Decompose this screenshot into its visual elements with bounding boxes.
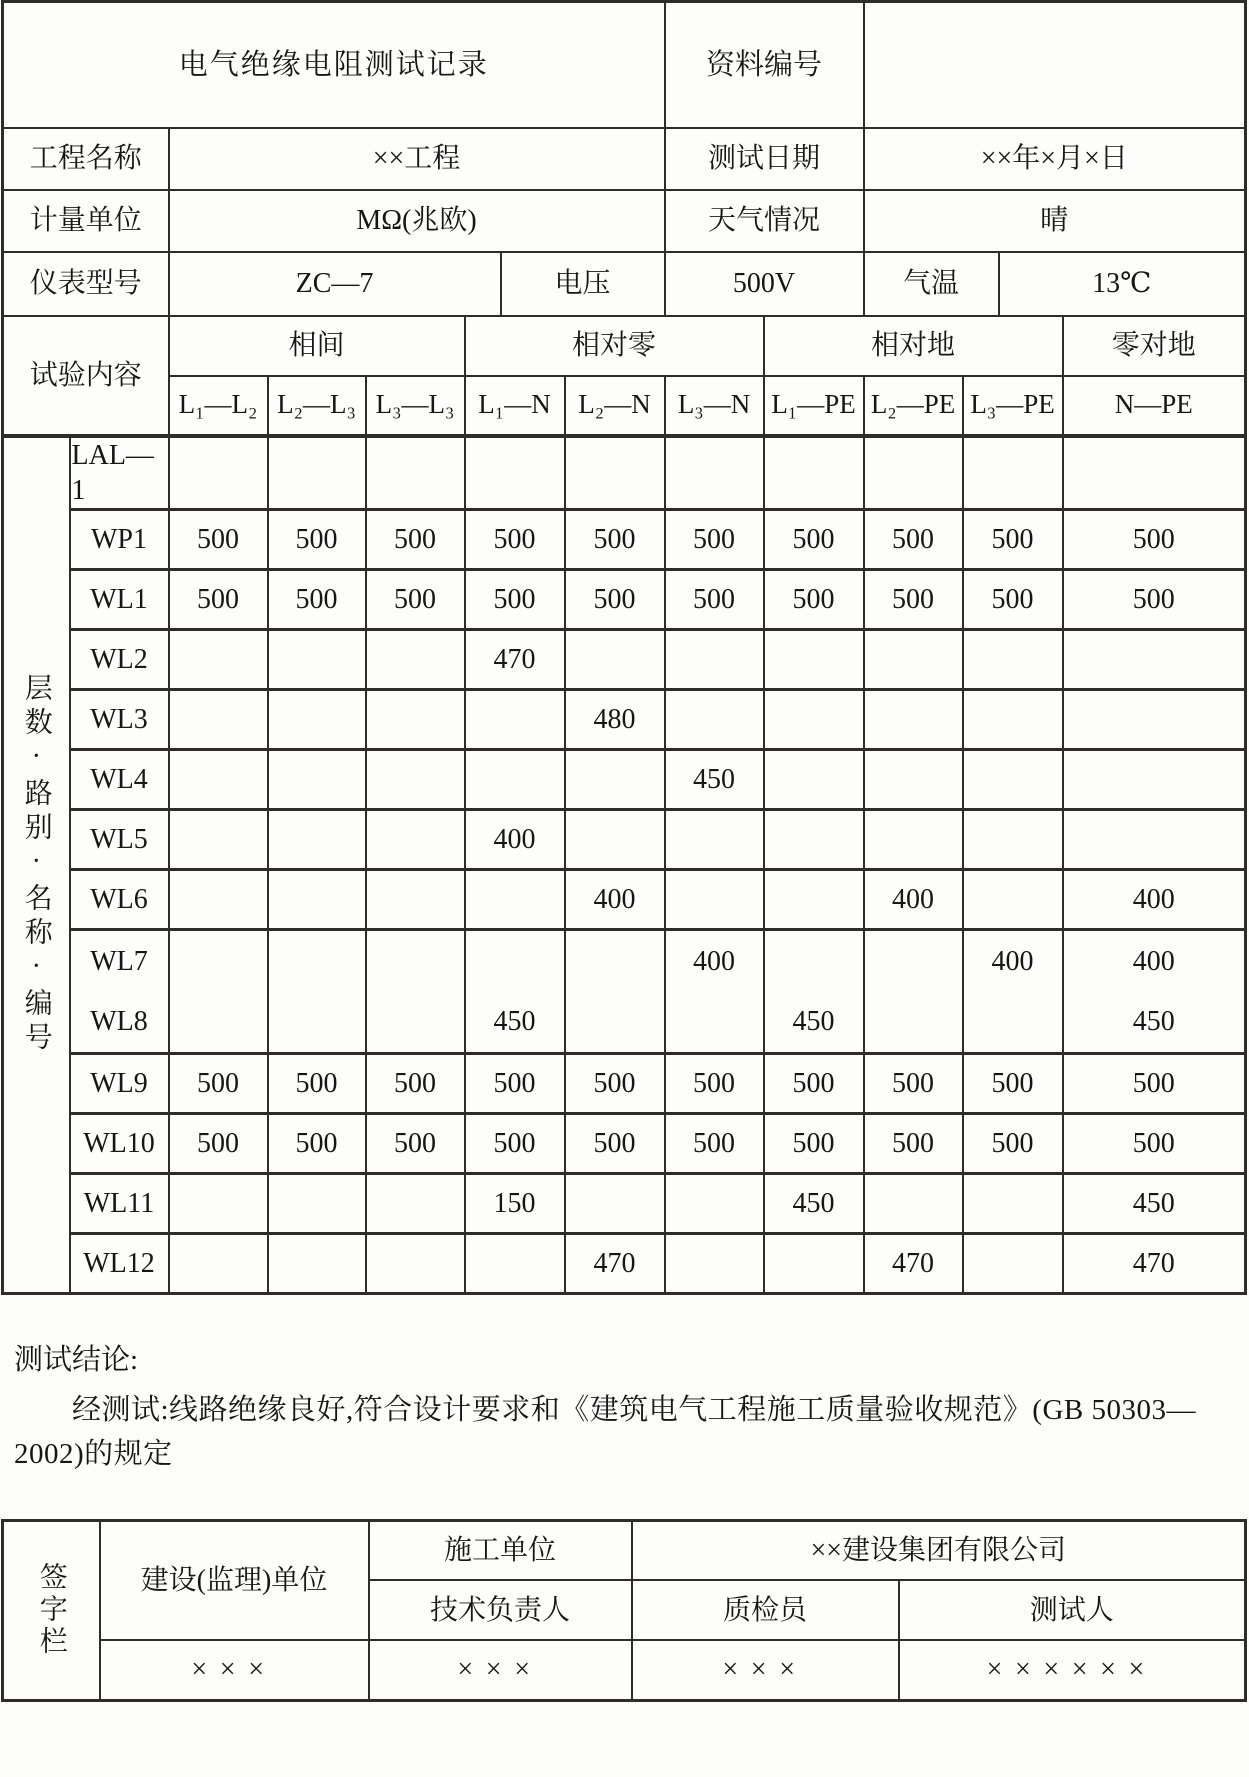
circuit-name: LAL—1 (70, 436, 169, 510)
resistance-value-cell (665, 809, 764, 869)
resistance-value-cell (1063, 629, 1246, 689)
resistance-value-cell: 450 (764, 1173, 864, 1233)
resistance-value-cell (366, 809, 465, 869)
resistance-value-cell (963, 436, 1063, 510)
resistance-value-cell (864, 436, 963, 510)
table-row (3, 749, 1246, 809)
resistance-value-cell (366, 629, 465, 689)
temperature-value: 13℃ (999, 252, 1246, 316)
resistance-value-cell (268, 929, 366, 1053)
resistance-value-cell: 480 (565, 689, 665, 749)
resistance-value-cell: 500 (169, 1053, 268, 1113)
table-row (3, 869, 1246, 929)
circuit-name: WL2 (70, 629, 169, 689)
circuit-name: WL7 WL8 (70, 929, 169, 1053)
resistance-value-cell (963, 809, 1063, 869)
measurement-column-header: N—PE (1063, 376, 1246, 436)
test-date-label: 测试日期 (665, 128, 864, 190)
resistance-value-cell (764, 1233, 864, 1293)
resistance-value-cell (366, 689, 465, 749)
resistance-value-cell (764, 809, 864, 869)
resistance-value-cell (366, 749, 465, 809)
resistance-value-cell (864, 629, 963, 689)
test-content-label: 试验内容 (3, 316, 169, 436)
resistance-value-cell (565, 929, 665, 1053)
measurement-column-header: L₂—L₃ (268, 376, 366, 436)
measurement-column-header: L₁—PE (764, 376, 864, 436)
tester-label: 测试人 (899, 1580, 1246, 1640)
resistance-value-cell (963, 749, 1063, 809)
table-row (3, 1173, 1246, 1233)
resistance-value-cell (169, 1233, 268, 1293)
resistance-value-cell (465, 869, 565, 929)
resistance-value-cell (764, 436, 864, 510)
resistance-value-cell: 500 (1063, 1113, 1246, 1173)
measurement-column-headers (3, 376, 1246, 436)
resistance-value-cell (268, 629, 366, 689)
resistance-value-cell: 400 (1063, 869, 1246, 929)
owner-supervisor-label: 建设(监理)单位 (100, 1520, 369, 1640)
resistance-value-cell (169, 689, 268, 749)
resistance-value-cell (366, 436, 465, 510)
resistance-value-cell: 500 (465, 569, 565, 629)
resistance-value-cell: 470 (864, 1233, 963, 1293)
conclusion-text: 经测试:线路绝缘良好,符合设计要求和《建筑电气工程施工质量验收规范》(GB 50303—2002)的规定 (14, 1393, 1197, 1471)
resistance-value-cell: 500 (864, 1053, 963, 1113)
circuit-name: WL1 (70, 569, 169, 629)
table-row (3, 629, 1246, 689)
resistance-value-cell: 500 (963, 1053, 1063, 1113)
resistance-value-cell: 500 (366, 1053, 465, 1113)
resistance-value-cell: 500 (764, 1053, 864, 1113)
tech-lead-label: 技术负责人 (369, 1580, 632, 1640)
unit-label: 计量单位 (3, 190, 169, 252)
table-row (3, 1113, 1246, 1173)
measurement-column-header: L₁—L₂ (169, 376, 268, 436)
meter-model-label: 仪表型号 (3, 252, 169, 316)
resistance-value-cell: 500 (864, 569, 963, 629)
table-row (3, 436, 1246, 510)
project-label: 工程名称 (3, 128, 169, 190)
resistance-value-cell (366, 869, 465, 929)
test-date-value: ××年×月×日 (864, 128, 1246, 190)
meter-row (3, 252, 1246, 316)
resistance-value-cell (864, 809, 963, 869)
measurement-column-header: L₁—N (465, 376, 565, 436)
resistance-value-cell: 500 (665, 569, 764, 629)
resistance-value-cell: 450 (764, 929, 864, 1053)
resistance-value-cell: 500 (465, 1113, 565, 1173)
resistance-value-cell: 470 (565, 1233, 665, 1293)
resistance-value-cell (169, 749, 268, 809)
resistance-value-cell (169, 629, 268, 689)
resistance-value-cell: 500 (268, 1113, 366, 1173)
test-conclusion-section (0, 1295, 1249, 1519)
resistance-value-cell (963, 869, 1063, 929)
resistance-value-cell: 500 (864, 509, 963, 569)
circuit-name: WL10 (70, 1113, 169, 1173)
resistance-value-cell: 500 (268, 1053, 366, 1113)
resistance-value-cell: 500 (565, 569, 665, 629)
measurement-column-header: L₃—PE (963, 376, 1063, 436)
resistance-value-cell (864, 929, 963, 1053)
resistance-value-cell: 400 450 (1063, 929, 1246, 1053)
test-content-group-row (3, 316, 1246, 376)
resistance-value-cell: 500 (565, 1053, 665, 1113)
resistance-value-cell: 500 (864, 1113, 963, 1173)
resistance-value-cell (169, 1173, 268, 1233)
resistance-value-cell (1063, 436, 1246, 510)
resistance-value-cell (366, 1233, 465, 1293)
resistance-value-cell (963, 1173, 1063, 1233)
resistance-value-cell (169, 436, 268, 510)
resistance-value-cell (465, 689, 565, 749)
resistance-value-cell (665, 1173, 764, 1233)
resistance-value-cell (565, 809, 665, 869)
signature-table (1, 1519, 1247, 1702)
resistance-value-cell (366, 929, 465, 1053)
voltage-label: 电压 (501, 252, 665, 316)
resistance-value-cell (864, 689, 963, 749)
resistance-value-cell: 500 (963, 1113, 1063, 1173)
resistance-value-cell (864, 1173, 963, 1233)
resistance-value-cell: 500 (366, 569, 465, 629)
tech-lead-signature: ××× (369, 1640, 632, 1700)
resistance-value-cell (268, 749, 366, 809)
temperature-label: 气温 (864, 252, 999, 316)
resistance-value-cell (665, 1233, 764, 1293)
doc-no-value (864, 2, 1246, 128)
resistance-value-cell (864, 749, 963, 809)
owner-signature: ××× (100, 1640, 369, 1700)
resistance-value-cell: 150 (465, 1173, 565, 1233)
resistance-value-cell: 400 (864, 869, 963, 929)
resistance-value-cell: 500 (665, 1113, 764, 1173)
resistance-value-cell: 400 (963, 929, 1063, 1053)
resistance-value-cell: 500 (764, 1113, 864, 1173)
resistance-value-cell: 500 (665, 509, 764, 569)
resistance-value-cell (1063, 689, 1246, 749)
project-row (3, 128, 1246, 190)
resistance-value-cell (565, 629, 665, 689)
group-neutral-to-earth: 零对地 (1063, 316, 1246, 376)
resistance-value-cell (169, 869, 268, 929)
measurement-column-header: L₂—N (565, 376, 665, 436)
row-axis-label: 层数·路别·名称·编号 (3, 436, 70, 1294)
table-row (3, 689, 1246, 749)
group-phase-to-earth: 相对地 (764, 316, 1063, 376)
resistance-value-cell (1063, 749, 1246, 809)
resistance-value-cell (963, 1233, 1063, 1293)
resistance-value-cell (465, 1233, 565, 1293)
unit-value: MΩ(兆欧) (169, 190, 665, 252)
signature-row-1 (3, 1520, 1246, 1580)
resistance-value-cell: 450 (665, 749, 764, 809)
circuit-name: WL4 (70, 749, 169, 809)
resistance-value-cell: 400 (565, 869, 665, 929)
weather-value: 晴 (864, 190, 1246, 252)
resistance-value-cell (565, 749, 665, 809)
resistance-value-cell (764, 749, 864, 809)
circuit-name: WL9 (70, 1053, 169, 1113)
meter-model-value: ZC—7 (169, 252, 501, 316)
resistance-value-cell (169, 929, 268, 1053)
resistance-value-cell (565, 436, 665, 510)
resistance-value-cell: 500 (169, 1113, 268, 1173)
resistance-value-cell (565, 1173, 665, 1233)
signature-column-label: 签字栏 (3, 1520, 100, 1700)
resistance-value-cell: 500 (169, 569, 268, 629)
resistance-value-cell (268, 809, 366, 869)
page-title: 电气绝缘电阻测试记录 (3, 2, 665, 128)
resistance-value-cell (963, 629, 1063, 689)
resistance-value-cell: 470 (465, 629, 565, 689)
resistance-value-cell: 500 (565, 509, 665, 569)
resistance-value-cell (1063, 809, 1246, 869)
table-row (3, 569, 1246, 629)
resistance-value-cell: 500 (366, 509, 465, 569)
contractor-value: ××建设集团有限公司 (632, 1520, 1246, 1580)
resistance-value-cell (465, 749, 565, 809)
resistance-value-cell (665, 436, 764, 510)
tester-signature: ×××××× (899, 1640, 1246, 1700)
title-row (3, 2, 1246, 128)
test-record-table (1, 0, 1247, 1295)
resistance-value-cell: 500 (366, 1113, 465, 1173)
circuit-name: WL5 (70, 809, 169, 869)
group-phase-to-phase: 相间 (169, 316, 465, 376)
resistance-value-cell: 500 (1063, 1053, 1246, 1113)
circuit-name: WL11 (70, 1173, 169, 1233)
resistance-value-cell: 500 (268, 569, 366, 629)
measurement-column-header: L₃—N (665, 376, 764, 436)
project-value: ××工程 (169, 128, 665, 190)
resistance-value-cell (268, 689, 366, 749)
resistance-value-cell (268, 1233, 366, 1293)
resistance-value-cell (963, 689, 1063, 749)
group-phase-to-neutral: 相对零 (465, 316, 764, 376)
measurement-column-header: L₃—L₃ (366, 376, 465, 436)
resistance-value-cell: 500 (665, 1053, 764, 1113)
resistance-value-cell (268, 869, 366, 929)
circuit-name: WL12 (70, 1233, 169, 1293)
resistance-value-cell (465, 436, 565, 510)
unit-row (3, 190, 1246, 252)
resistance-value-cell: 450 (465, 929, 565, 1053)
qc-inspector-label: 质检员 (632, 1580, 899, 1640)
measurement-column-header: L₂—PE (864, 376, 963, 436)
resistance-value-cell: 500 (465, 1053, 565, 1113)
resistance-value-cell: 500 (1063, 509, 1246, 569)
circuit-name: WL6 (70, 869, 169, 929)
resistance-value-cell: 500 (169, 509, 268, 569)
table-row (3, 1233, 1246, 1293)
resistance-value-cell (665, 869, 764, 929)
circuit-name: WL3 (70, 689, 169, 749)
signature-row-3 (3, 1640, 1246, 1700)
table-row (3, 1053, 1246, 1113)
doc-no-label: 资料编号 (665, 2, 864, 128)
resistance-value-cell (764, 869, 864, 929)
resistance-value-cell (764, 629, 864, 689)
resistance-value-cell: 500 (963, 509, 1063, 569)
resistance-value-cell: 500 (465, 509, 565, 569)
resistance-value-cell (268, 436, 366, 510)
weather-label: 天气情况 (665, 190, 864, 252)
circuit-name: WP1 (70, 509, 169, 569)
resistance-value-cell: 470 (1063, 1233, 1246, 1293)
resistance-value-cell (665, 629, 764, 689)
resistance-value-cell: 500 (963, 569, 1063, 629)
resistance-value-cell: 450 (1063, 1173, 1246, 1233)
resistance-value-cell: 500 (1063, 569, 1246, 629)
resistance-value-cell (764, 689, 864, 749)
resistance-value-cell (169, 809, 268, 869)
conclusion-label: 测试结论: (14, 1343, 139, 1376)
table-row (3, 809, 1246, 869)
resistance-value-cell (366, 1173, 465, 1233)
contractor-label: 施工单位 (369, 1520, 632, 1580)
resistance-value-cell: 400 (465, 809, 565, 869)
resistance-value-cell (268, 1173, 366, 1233)
resistance-value-cell: 500 (764, 569, 864, 629)
resistance-value-cell: 500 (764, 509, 864, 569)
resistance-value-cell: 500 (268, 509, 366, 569)
table-row (3, 509, 1246, 569)
resistance-value-cell: 400 (665, 929, 764, 1053)
table-row (3, 929, 1246, 1053)
resistance-value-cell: 500 (565, 1113, 665, 1173)
resistance-value-cell (665, 689, 764, 749)
qc-inspector-signature: ××× (632, 1640, 899, 1700)
voltage-value: 500V (665, 252, 864, 316)
